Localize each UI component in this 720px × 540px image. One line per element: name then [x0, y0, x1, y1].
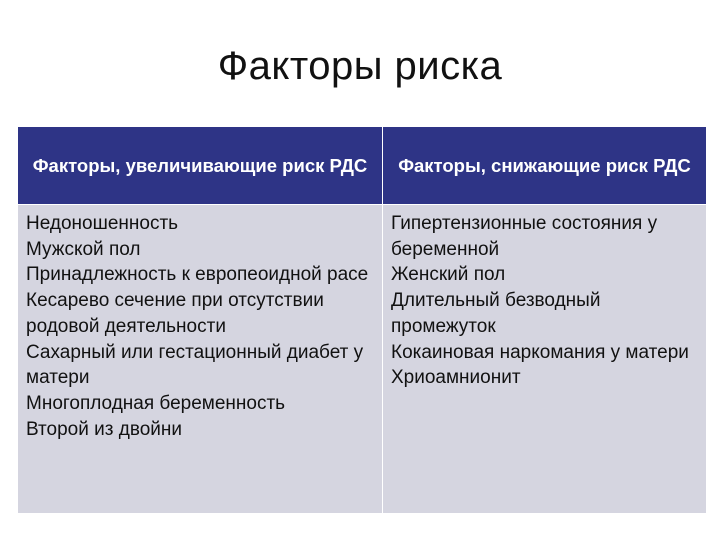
list-item: Кесарево сечение при отсутствии родовой деятельности	[26, 290, 324, 337]
list-item: Хриоамнионит	[391, 367, 521, 389]
header-decreasing-risk	[383, 127, 707, 205]
header-decreasing-label: Факторы, снижающие риск РДС	[398, 154, 691, 176]
increasing-factors-list	[18, 205, 382, 442]
list-item: Женский пол	[391, 264, 506, 286]
table-header-row	[18, 127, 707, 205]
increasing-factors-cell	[18, 205, 383, 514]
header-increasing-label: Факторы, увеличивающие риск РДС	[32, 154, 368, 176]
slide-title: Факторы риска	[217, 44, 503, 88]
list-item: Сахарный или гестационный диабет у матери	[26, 341, 364, 389]
list-item: Длительный безводный промежуток	[391, 290, 601, 337]
decreasing-factors-list	[383, 205, 706, 391]
decreasing-factors-cell	[383, 205, 707, 514]
list-item: Второй из двойни	[26, 418, 182, 440]
list-item: Мужской пол	[26, 238, 141, 260]
list-item: Гипертензионные состояния у беременной	[391, 213, 658, 260]
list-item: Недоношенность	[26, 213, 179, 234]
list-item: Кокаиновая наркомания у матери	[391, 341, 689, 363]
table-body-row	[18, 205, 707, 514]
risk-factors-table	[17, 126, 707, 514]
list-item: Многоплодная беременность	[26, 392, 286, 414]
list-item: Принадлежность к европеоидной расе	[26, 264, 369, 286]
header-increasing-risk	[18, 127, 383, 205]
